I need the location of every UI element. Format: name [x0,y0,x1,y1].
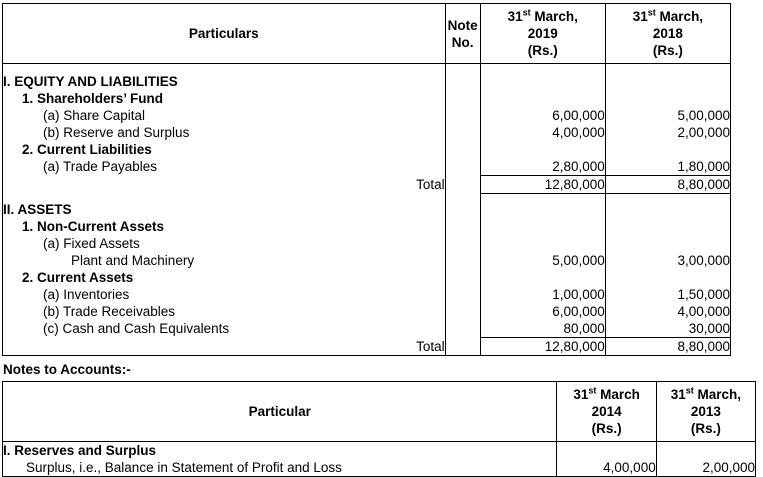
amount-trade-receivables-previous: 4,00,000 [677,304,730,319]
amount-trade-receivables-current: 6,00,000 [552,304,605,319]
column-header-current-year [480,4,605,64]
balance-sheet-body [3,64,731,356]
notes-previous-year-value: 2013 [690,404,721,419]
column-header-note-no [445,4,480,64]
section-title-equity: I. EQUITY AND LIABILITIES [3,74,178,89]
notes-table-body [3,442,756,477]
amount-cell-current [480,73,605,176]
current-year-day: 31 [507,9,523,24]
notes-current-year-date-line [559,386,653,403]
particular-header-label: Particular [248,404,311,419]
amount-cash-equivalents-current: 80,000 [563,321,605,336]
spacer-row [3,194,731,202]
previous-year-ordinal: st [647,7,656,18]
total-note-cell [445,338,480,356]
notes-current-year-value: 2014 [591,404,622,419]
notes-previous-year-date-line [659,386,753,403]
table-row [3,442,756,477]
blank-line [481,269,605,286]
notes-item-label-surplus: Surplus, i.e., Balance in Statement of Profit and Loss [26,460,342,475]
item-label-share-capital: (a) Share Capital [43,108,146,123]
note-header-line-1: Note [447,17,478,33]
previous-year-value: 2018 [652,26,683,41]
note-cell [445,73,480,176]
notes-amount-surplus-previous: 2,00,000 [702,460,755,475]
item-label-trade-receivables: (b) Trade Receivables [43,304,176,319]
notes-to-accounts-heading: Notes to Accounts:- [3,362,131,377]
blank-line [481,73,605,90]
section-cell [3,73,446,176]
total-note-cell [445,176,480,194]
notes-current-year-day: 31 [573,387,589,402]
spacer-cell [480,64,605,74]
group-title-current-liabilities: 2. Current Liabilities [22,142,152,157]
total-row-assets [3,338,731,356]
column-header-particulars [3,4,446,64]
previous-year-day: 31 [632,9,648,24]
notes-to-accounts-table [2,381,756,477]
blank-line [481,235,605,252]
section-title-assets: II. ASSETS [3,202,72,217]
blank-line [606,218,730,235]
notes-amount-cell-previous [656,442,755,477]
spacer-cell [605,194,730,202]
item-label-cash-and-cash-equivalents: (c) Cash and Cash Equivalents [43,321,230,336]
notes-table-header [3,382,756,442]
blank-line [481,90,605,107]
section-cell [3,201,446,338]
column-header-notes-current-year [557,382,656,442]
item-label-trade-payables: (a) Trade Payables [43,159,158,174]
item-label-fixed-assets: (a) Fixed Assets [43,236,140,251]
blank-line [606,235,730,252]
amount-inventories-previous: 1,50,000 [677,287,730,302]
amount-reserve-surplus-current: 4,00,000 [552,125,605,140]
notes-amount-cell-current [557,442,656,477]
total-row-equity [3,176,731,194]
notes-previous-year-unit: (Rs.) [690,421,721,436]
group-title-shareholders-fund: 1. Shareholders’ Fund [22,91,164,106]
amount-plant-machinery-previous: 3,00,000 [677,253,730,268]
amount-cash-equivalents-previous: 30,000 [688,321,730,336]
blank-line [606,73,730,90]
spacer-cell [605,64,730,74]
amount-trade-payables-previous: 1,80,000 [677,159,730,174]
current-year-value: 2019 [527,26,558,41]
total-amount-equity-previous: 8,80,000 [605,176,730,194]
balance-sheet-header [3,4,731,64]
spacer-cell [3,194,446,202]
notes-current-year-unit: (Rs.) [591,421,622,436]
previous-year-month: March, [655,9,704,24]
blank-line [606,269,730,286]
blank-line [606,90,730,107]
column-header-previous-year [605,4,730,64]
amount-reserve-surplus-previous: 2,00,000 [677,125,730,140]
notes-current-year-ordinal: st [588,385,597,396]
amount-plant-machinery-current: 5,00,000 [552,253,605,268]
amount-cell-previous [605,73,730,176]
group-title-current-assets: 2. Current Assets [22,270,134,285]
notes-previous-year-ordinal: st [685,385,694,396]
table-row [3,201,731,338]
notes-section-title-reserves-and-surplus: I. Reserves and Surplus [3,443,157,458]
current-year-month: March, [530,9,578,24]
item-label-reserve-and-surplus: (b) Reserve and Surplus [43,125,190,140]
notes-current-year-month: March [596,387,640,402]
blank-line [481,201,605,218]
previous-year-unit: (Rs.) [652,43,683,58]
blank-line [481,218,605,235]
item-label-plant-and-machinery: Plant and Machinery [71,253,195,268]
table-header-row [3,382,756,442]
group-title-non-current-assets: 1. Non-Current Assets [22,219,165,234]
total-amount-equity-current: 12,80,000 [480,176,605,194]
spacer-cell [3,64,446,74]
notes-previous-year-month: March, [693,387,742,402]
blank-line [481,141,605,158]
notes-particular-cell [3,442,557,477]
blank-line [606,201,730,218]
current-year-unit: (Rs.) [527,43,558,58]
amount-trade-payables-current: 2,80,000 [552,159,605,174]
note-cell [445,201,480,338]
total-amount-assets-previous: 8,80,000 [605,338,730,356]
amount-share-capital-current: 6,00,000 [552,108,605,123]
table-header-row [3,4,731,64]
column-header-particular [3,382,557,442]
note-header-line-2: No. [451,34,474,50]
spacer-row [3,64,731,74]
total-amount-assets-current: 12,80,000 [480,338,605,356]
total-label-equity: Total [3,176,446,194]
balance-sheet-table [2,3,731,356]
current-year-ordinal: st [522,7,531,18]
particulars-header-label: Particulars [188,26,259,41]
amount-inventories-current: 1,00,000 [552,287,605,302]
spacer-cell [445,194,480,202]
blank-line [606,141,730,158]
current-year-date-line [483,8,603,25]
spacer-cell [480,194,605,202]
amount-cell-previous [605,201,730,338]
table-row [3,73,731,176]
spacer-cell [445,64,480,74]
notes-amount-surplus-current: 4,00,000 [603,460,656,475]
total-label-assets: Total [3,338,446,356]
previous-year-date-line [608,8,728,25]
item-label-inventories: (a) Inventories [43,287,130,302]
column-header-notes-previous-year [656,382,755,442]
amount-share-capital-previous: 5,00,000 [677,108,730,123]
amount-cell-current [480,201,605,338]
notes-previous-year-day: 31 [670,387,686,402]
